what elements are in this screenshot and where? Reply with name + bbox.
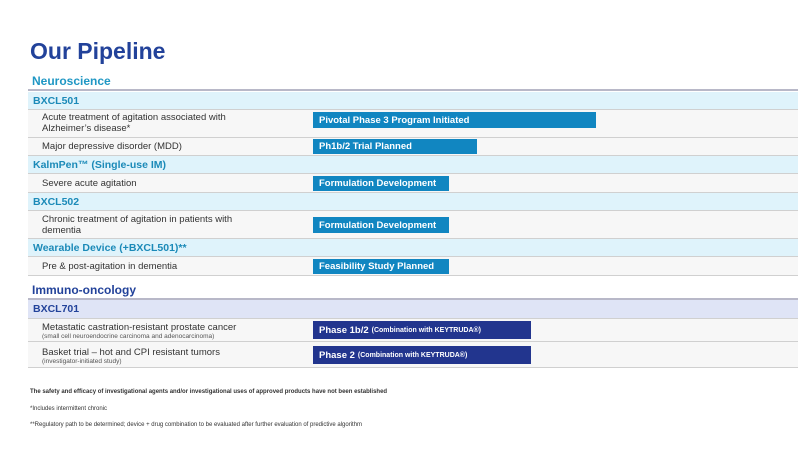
group-row-kalmpen [28,156,798,174]
disclaimer-text: The safety and efficacy of investigational agents and/or investigational uses of approved products have not been established [30,389,388,395]
progress-bar [313,217,449,233]
pipeline-row [28,319,798,342]
progress-bar [313,259,449,274]
progress-bar [313,139,477,154]
footnote-1: *Includes intermittent chronic [30,406,108,412]
section-divider [28,89,798,91]
pipeline-row [28,174,798,193]
indication-label: Chronic treatment of agitation in patients with dementia [42,214,233,236]
indication-text: Basket trial – hot and CPI resistant tumors [42,347,220,358]
status-label: Formulation Development [319,219,437,231]
status-label: Formulation Development [319,178,437,189]
indication-label [42,347,220,366]
progress-bar [313,112,596,128]
progress-bar [313,321,531,339]
group-row-wearable-device [28,239,798,257]
indication-text: Metastatic castration-resistant prostate cancer [42,322,237,333]
group-row-bxcl502 [28,193,798,211]
pipeline-row [28,211,798,239]
pipeline-row [28,257,798,276]
group-label: BXCL701 [33,303,80,315]
status-label: Pivotal Phase 3 Program Initiated [319,114,470,126]
pipeline-row [28,110,798,138]
group-row-bxcl701 [28,300,798,319]
section-heading-immuno-oncology: Immuno-oncology [32,283,136,297]
indication-label [42,322,236,341]
footnote-2: **Regulatory path to be determined; device + drug combination to be evaluated after further evaluation of predictive algorithm [30,422,363,428]
pipeline-row [28,138,798,156]
group-label: BXCL502 [33,195,80,208]
status-note: (Combination with KEYTRUDA®) [371,326,482,334]
group-label: KalmPen™ (Single-use IM) [33,158,167,171]
indication-label: Severe acute agitation [42,178,137,189]
group-label: Wearable Device (+BXCL501)** [33,241,187,254]
status-note: (Combination with KEYTRUDA®) [357,351,468,359]
pipeline-row [28,342,798,368]
page-title: Our Pipeline [30,38,166,64]
status-label: Ph1b/2 Trial Planned [319,141,412,152]
progress-bar [313,346,531,364]
indication-subtext: (investigator-initiated study) [42,358,122,365]
status-label: Phase 2 [319,349,355,361]
group-row-bxcl501 [28,92,798,110]
progress-bar [313,176,449,191]
status-label: Feasibility Study Planned [319,261,435,272]
section-heading-neuroscience: Neuroscience [32,74,111,88]
indication-subtext: (small cell neuroendocrine carcinoma and adenocarcinoma) [42,333,215,340]
indication-label: Acute treatment of agitation associated with Alzheimer’s disease* [42,112,226,134]
status-label: Phase 1b/2 [319,324,369,336]
indication-label: Pre & post-agitation in dementia [42,261,178,272]
group-label: BXCL501 [33,94,80,107]
indication-label: Major depressive disorder (MDD) [42,141,182,152]
